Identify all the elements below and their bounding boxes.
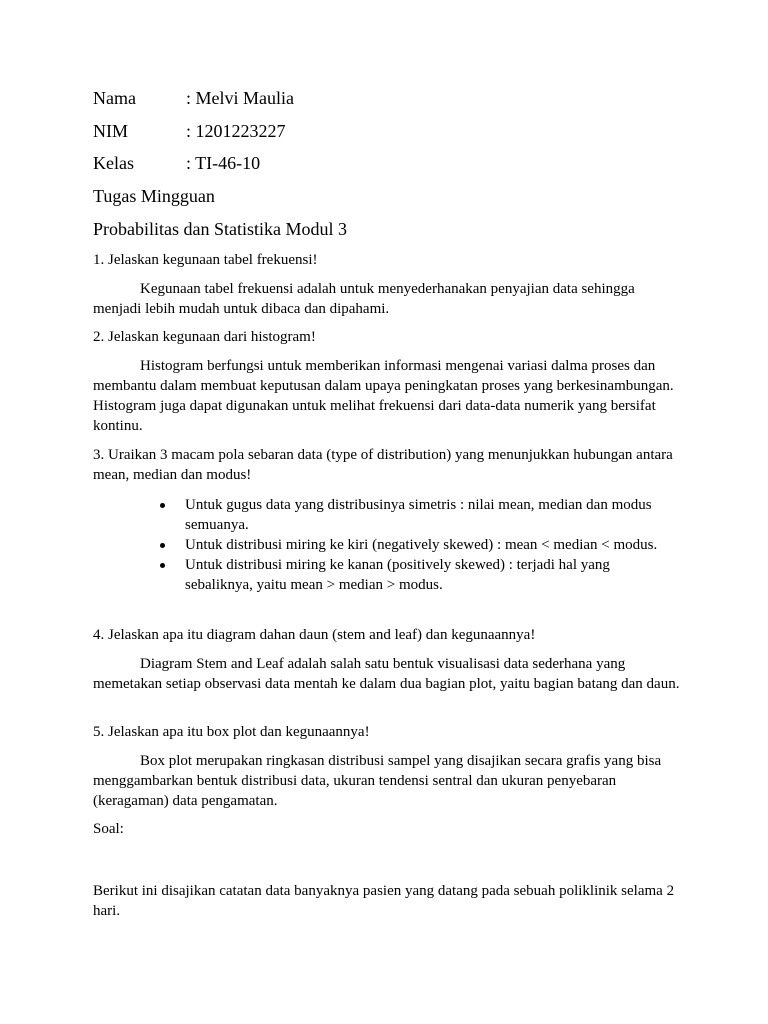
nim-value: : 1201223227 — [186, 121, 286, 141]
bullet-icon — [160, 563, 165, 568]
distribution-list — [140, 495, 680, 595]
list-item-text: Untuk gugus data yang distribusinya simetris : nilai mean, median dan modus semuanya. — [185, 497, 652, 533]
bullet-icon — [160, 503, 165, 508]
answer-4: Diagram Stem and Leaf adalah salah satu bentuk visualisasi data sederhana yang memetakan setiap observasi data mentah ke dalam dua bagian plot, yaitu bagian batang dan daun. — [93, 656, 680, 692]
name-label: Nama — [93, 88, 136, 108]
soal-label: Soal: — [93, 821, 124, 837]
assignment-title: Tugas Mingguan — [93, 186, 215, 206]
question-5: 5. Jelaskan apa itu box plot dan kegunaannya! — [93, 724, 370, 740]
kelas-value: : TI-46-10 — [186, 153, 261, 173]
bullet-icon — [160, 543, 165, 548]
list-item — [140, 555, 680, 595]
module-title: Probabilitas dan Statistika Modul 3 — [93, 219, 347, 239]
kelas-row — [93, 152, 260, 174]
name-row — [93, 87, 294, 109]
name-value: : Melvi Maulia — [186, 88, 294, 108]
soal-text: Berikut ini disajikan catatan data banyaknya pasien yang datang pada sebuah poliklinik selama 2 hari. — [93, 883, 675, 919]
question-1: 1. Jelaskan kegunaan tabel frekuensi! — [93, 252, 318, 268]
answer-5: Box plot merupakan ringkasan distribusi sampel yang disajikan secara grafis yang bisa menggambarkan bentuk distribusi data, ukuran tendensi sentral dan ukuran penyebaran (keragaman) data pengamatan. — [93, 753, 662, 809]
list-item — [140, 495, 680, 535]
question-2: 2. Jelaskan kegunaan dari histogram! — [93, 329, 316, 345]
question-4: 4. Jelaskan apa itu diagram dahan daun (stem and leaf) dan kegunaannya! — [93, 627, 536, 643]
answer-2: Histogram berfungsi untuk memberikan informasi mengenai variasi dalma proses dan membantu dalam membuat keputusan dalam upaya peningkatan proses yang berkesinambungan. Histogram juga dapat digunakan untuk melihat frekuensi dari data-data numerik yang bersifat kontinu. — [93, 358, 674, 434]
list-item-text: Untuk distribusi miring ke kiri (negatively skewed) : mean < median < modus. — [185, 537, 658, 553]
list-item — [140, 535, 680, 555]
nim-row — [93, 120, 286, 142]
question-3: 3. Uraikan 3 macam pola sebaran data (type of distribution) yang menunjukkan hubungan antara mean, median dan modus! — [93, 447, 673, 483]
kelas-label: Kelas — [93, 153, 134, 173]
list-item-text: Untuk distribusi miring ke kanan (positively skewed) : terjadi hal yang sebaliknya, yaitu mean > median > modus. — [185, 557, 610, 593]
answer-1: Kegunaan tabel frekuensi adalah untuk menyederhanakan penyajian data sehingga menjadi lebih mudah untuk dibaca dan dipahami. — [93, 281, 635, 317]
nim-label: NIM — [93, 121, 128, 141]
